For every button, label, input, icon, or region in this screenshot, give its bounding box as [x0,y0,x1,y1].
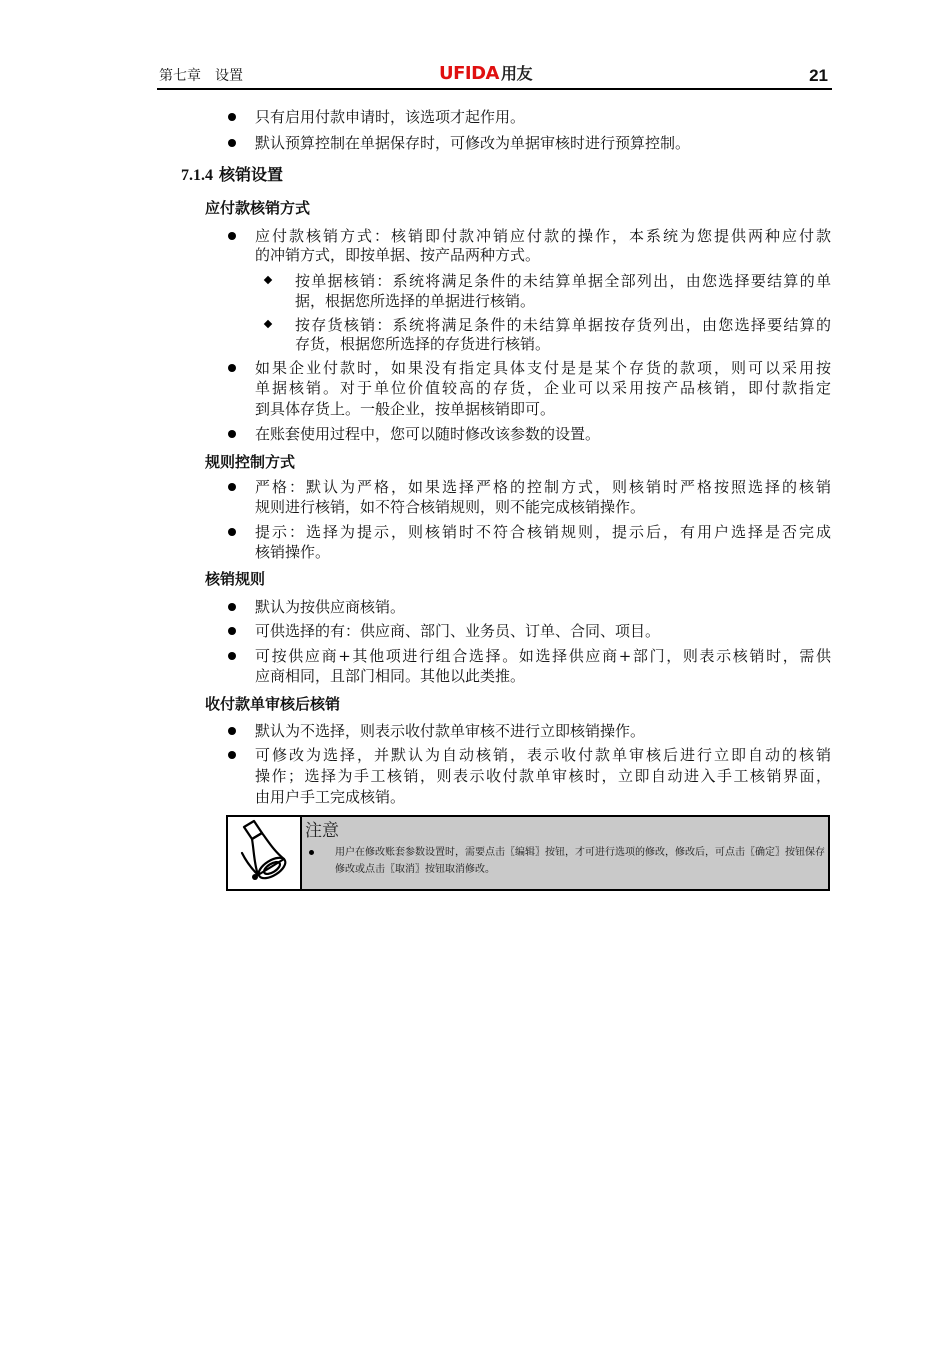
section-number: 7.1.4 [181,167,213,184]
chapter-title: 第七章 设置 [159,68,243,84]
bullet-text: 默认为不选择，则表示收付款单审核不进行立即核销操作。 [255,722,646,740]
sub-bullet-text: 按单据核销：系统将满足条件的未结算单据全部列出，由您选择要结算的单 [295,272,831,290]
bullet-dot [228,528,236,536]
bullet-text: 可供选择的有：供应商、部门、业务员、订单、合同、项目。 [255,622,661,640]
bullet-text: 可按供应商+其他项进行组合选择。如选择供应商+部门，则表示核销时，需供 [255,647,831,665]
bullet-dot [228,751,236,759]
bullet-dot [228,483,236,491]
bullet-dot [228,139,236,147]
subheading: 应付款核销方式 [205,199,311,217]
bullet-text: 核销操作。 [255,543,331,561]
bullet-text: 默认为按供应商核销。 [255,598,406,616]
bullet-text: 严格：默认为严格，如果选择严格的控制方式，则核销时严格按照选择的核销 [255,478,831,496]
note-title: 注意 [305,821,339,841]
section-title [181,165,283,186]
bullet-dot [309,850,314,855]
sub-bullet-text: 据，根据您所选择的单据进行核销。 [295,292,536,310]
bullet-text: 的冲销方式，即按单据、按产品两种方式。 [255,246,541,264]
logo-en: UFIDA [439,63,499,84]
bullet-text: 应商相同，且部门相同。其他以此类推。 [255,667,526,685]
bullet-dot [228,430,236,438]
logo-cn: 用友 [500,64,532,83]
bullet-text: 如果企业付款时，如果没有指定具体支付是是某个存货的款项，则可以采用按 [255,359,831,377]
bullet-text: 可修改为选择，并默认为自动核销，表示收付款单审核后进行立即自动的核销 [255,746,831,764]
bullet-dot [228,232,236,240]
bullet-text: 规则进行核销，如不符合核销规则，则不能完成核销操作。 [255,498,646,516]
bell-icon [228,817,300,889]
subheading: 收付款单审核后核销 [205,695,341,713]
bullet-text: 操作；选择为手工核销，则表示收付款单审核时，立即自动进入手工核销界面， [255,767,831,785]
bullet-text: 提示：选择为提示，则核销时不符合核销规则，提示后，有用户选择是否完成 [255,523,831,541]
sub-bullet-diamond [264,276,272,284]
note-box [226,815,830,891]
note-icon-box [228,817,302,889]
note-text: 用户在修改账套参数设置时，需要点击〖编辑〗按钮，才可进行选项的修改，修改后，可点击〖确定〗按钮保存修改或点击〖取消〗按钮取消修改。 [335,847,825,875]
subheading: 规则控制方式 [205,453,296,471]
page-number: 21 [809,66,828,85]
bullet-dot [228,627,236,635]
bullet-dot [228,364,236,372]
bullet-text: 默认预算控制在单据保存时，可修改为单据审核时进行预算控制。 [255,134,691,152]
sub-bullet-text: 存货，根据您所选择的存货进行核销。 [295,335,551,353]
bullet-text: 在账套使用过程中，您可以随时修改该参数的设置。 [255,425,601,443]
bullet-text: 到具体存货上。一般企业，按单据核销即可。 [255,400,556,418]
bullet-text: 由用户手工完成核销。 [255,788,406,806]
page-header [157,63,832,90]
sub-bullet-text: 按存货核销：系统将满足条件的未结算单据按存货列出，由您选择要结算的 [295,316,831,334]
bullet-text: 单据核销。对于单位价值较高的存货，企业可以采用按产品核销，即付款指定 [255,379,831,397]
bullet-dot [228,652,236,660]
sub-bullet-diamond [264,320,272,328]
bullet-dot [228,727,236,735]
bullet-text: 应付款核销方式：核销即付款冲销应付款的操作，本系统为您提供两种应付款 [255,227,831,245]
ufida-logo [439,63,532,85]
section-label: 核销设置 [219,165,284,184]
bullet-dot [228,113,236,121]
subheading: 核销规则 [205,570,266,588]
bullet-text: 只有启用付款申请时，该选项才起作用。 [255,108,526,126]
bullet-dot [228,603,236,611]
